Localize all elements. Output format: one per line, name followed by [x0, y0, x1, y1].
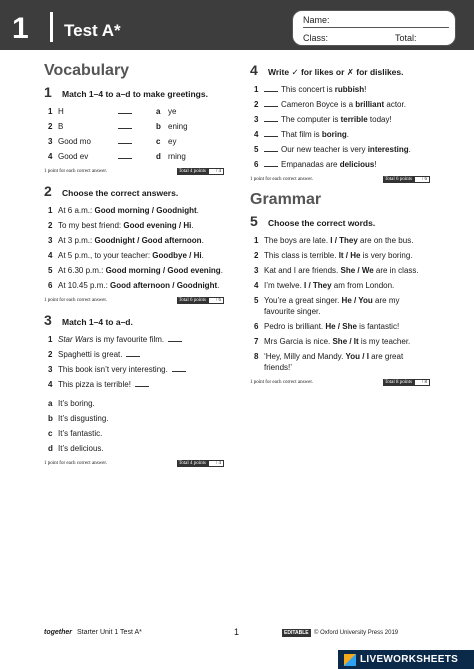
item-number: 4: [48, 251, 53, 260]
word-start: H: [58, 107, 64, 116]
list-item: [250, 235, 430, 246]
list-item: [44, 413, 224, 424]
unit-number: 1: [12, 12, 29, 45]
answer-slot: [118, 121, 156, 132]
item-number: 5: [254, 296, 259, 305]
item-number: 1: [48, 206, 53, 215]
exercise-instruction: Choose the correct words.: [268, 218, 376, 228]
copyright: © Oxford University Press 2019: [314, 629, 399, 636]
name-field[interactable]: Name:: [303, 15, 449, 28]
list-item: [44, 220, 224, 231]
right-column: [250, 62, 430, 394]
item-text: Our new teacher is very interesting.: [264, 144, 430, 155]
item-text: This pizza is terrible!: [58, 379, 224, 390]
answer-blank[interactable]: [118, 106, 132, 114]
exercise-instruction: Match 1–4 to a–d.: [62, 317, 133, 327]
answer-blank[interactable]: [118, 151, 132, 159]
left-column: [44, 62, 224, 475]
choice-words[interactable]: terrible: [340, 115, 368, 124]
item-number: 6: [254, 160, 259, 169]
answer-slot: [118, 136, 156, 147]
option-letter: c: [48, 429, 53, 438]
exercise-2: [44, 183, 224, 304]
option-letter: a: [156, 107, 161, 116]
list-item: [44, 428, 224, 439]
item-number: 4: [48, 380, 53, 389]
item-text: It’s disgusting.: [58, 414, 109, 423]
total-label: Total 6 points: [178, 298, 206, 303]
answer-blank[interactable]: [264, 144, 278, 152]
choice-words[interactable]: She / We: [340, 266, 374, 275]
item-number: 2: [48, 122, 53, 131]
item-number: 3: [48, 365, 53, 374]
item-text: Kat and I are friends. She / We are in class.: [264, 266, 419, 275]
option-letter: b: [48, 414, 53, 423]
item-number: 4: [48, 152, 53, 161]
list-item: [250, 250, 430, 261]
score-row: [250, 379, 430, 386]
list-item: [250, 129, 430, 140]
list-item: [44, 235, 224, 246]
item-text: At 10.45 p.m.: Good afternoon / Goodnight.: [58, 281, 220, 290]
list-item: [44, 379, 224, 390]
choice-words[interactable]: I / They: [330, 236, 358, 245]
answer-blank[interactable]: [118, 121, 132, 129]
list-item: [44, 265, 224, 276]
exercise-instruction: Choose the correct answers.: [62, 188, 179, 198]
film-title: Star Wars: [58, 335, 94, 344]
total-field[interactable]: Total:: [395, 33, 417, 43]
list-item: [250, 336, 430, 347]
word-ending: rning: [168, 152, 186, 161]
score-box[interactable]: / 4: [208, 460, 224, 467]
item-number: 3: [48, 236, 53, 245]
option-letter: d: [156, 152, 161, 161]
item-number: 1: [254, 85, 259, 94]
list-item: [250, 321, 430, 332]
choice-words[interactable]: interesting: [367, 145, 409, 154]
list-item: [250, 159, 430, 170]
word-start: Good mo: [58, 137, 91, 146]
item-text: Empanadas are delicious!: [264, 159, 430, 170]
item-text: At 6 a.m.: Good morning / Goodnight.: [58, 206, 199, 215]
class-field[interactable]: Class:: [303, 33, 329, 43]
item-number: 3: [254, 115, 259, 124]
list-item: [44, 443, 224, 454]
points-note: 1 point for each correct answer.: [250, 177, 314, 182]
answer-slot: [118, 151, 156, 162]
choice-words[interactable]: brilliant: [355, 100, 385, 109]
list-item: [250, 280, 430, 291]
list-item: [44, 205, 224, 216]
item-text: Mrs Garcia is nice. She / It is my teacher.: [264, 337, 411, 346]
item-text: This class is terrible. It / He is very boring.: [264, 251, 413, 260]
item-text: At 6.30 p.m.: Good morning / Good evening.: [58, 266, 223, 275]
option-letter: b: [156, 122, 161, 131]
answer-blank[interactable]: [135, 379, 149, 387]
item-text: The boys are late. I / They are on the bus.: [264, 236, 414, 245]
liveworksheets-text: LIVEWORKSHEETS: [360, 654, 459, 665]
points-note: 1 point for each correct answer.: [44, 461, 108, 466]
option-letter: c: [156, 137, 161, 146]
exercise-number: 3: [44, 312, 52, 328]
total-label: Total 4 points: [178, 169, 206, 174]
list-item: [250, 295, 430, 317]
item-text: It’s fantastic.: [58, 429, 103, 438]
exercise-1: [44, 84, 224, 175]
option-letter: d: [48, 444, 53, 453]
score-box[interactable]: / 6: [414, 176, 430, 183]
answer-blank[interactable]: [264, 84, 278, 92]
item-number: 2: [254, 100, 259, 109]
option-letter: a: [48, 399, 53, 408]
word-start: Good ev: [58, 152, 89, 161]
answer-blank[interactable]: [264, 99, 278, 107]
student-info-box: [292, 10, 456, 46]
item-number: 6: [254, 322, 259, 331]
item-text: To my best friend: Good evening / Hi.: [58, 221, 194, 230]
item-text: It’s delicious.: [58, 444, 104, 453]
item-number: 4: [254, 130, 259, 139]
list-item: [44, 364, 224, 375]
item-number: 5: [254, 145, 259, 154]
choice-words[interactable]: Goodnight / Good afternoon: [94, 236, 202, 245]
word-ending: ye: [168, 107, 177, 116]
item-text: This book isn’t very interesting.: [58, 364, 224, 375]
item-number: 2: [48, 350, 53, 359]
list-item: [250, 265, 430, 276]
list-item: [250, 144, 430, 155]
list-item: [250, 114, 430, 125]
list-item: [44, 398, 224, 409]
choice-words[interactable]: Good morning / Good evening: [105, 266, 221, 275]
list-item: [44, 250, 224, 261]
item-text: Spaghetti is great.: [58, 349, 224, 360]
item-text: Star Wars is my favourite film.: [58, 334, 224, 345]
score-box[interactable]: / 6: [208, 297, 224, 304]
total-label: Total 6 points: [384, 177, 412, 182]
exercise-instruction: Write ✓ for likes or ✗ for dislikes.: [268, 67, 404, 77]
list-item: [44, 334, 224, 345]
exercise-number: 5: [250, 213, 258, 229]
item-number: 2: [48, 221, 53, 230]
choice-words[interactable]: She / It: [332, 337, 359, 346]
item-number: 6: [48, 281, 53, 290]
answer-blank[interactable]: [118, 136, 132, 144]
exercise-5: [250, 213, 430, 386]
item-text: Cameron Boyce is a brilliant actor.: [264, 99, 430, 110]
item-number: 1: [48, 335, 53, 344]
item-number: 2: [254, 251, 259, 260]
match-row: [44, 136, 224, 147]
word-start: B: [58, 122, 64, 131]
item-text: ‘Hey, Milly and Mandy. You / I are great friends!’: [264, 352, 404, 372]
book-title: together: [44, 629, 72, 636]
choice-words[interactable]: He / She: [325, 322, 357, 331]
word-ending: ey: [168, 137, 177, 146]
answer-blank[interactable]: [264, 129, 278, 137]
points-note: 1 point for each correct answer.: [44, 298, 108, 303]
answer-slot: [118, 106, 156, 117]
test-title: Test A*: [64, 21, 121, 40]
exercise-instruction: Match 1–4 to a–d to make greetings.: [62, 89, 208, 99]
item-text: Pedro is brilliant. He / She is fantastic!: [264, 322, 400, 331]
item-text: The computer is terrible today!: [264, 114, 430, 125]
item-text: This concert is rubbish!: [264, 84, 430, 95]
item-number: 7: [254, 337, 259, 346]
vocabulary-title: Vocabulary: [44, 62, 130, 79]
unit-label: Starter Unit 1 Test A*: [77, 629, 142, 636]
total-label: Total 8 points: [384, 380, 412, 385]
match-row: [44, 106, 224, 117]
item-text: That film is boring.: [264, 129, 430, 140]
choice-words[interactable]: You / I: [345, 352, 369, 361]
list-item: [250, 84, 430, 95]
exercise-number: 4: [250, 62, 258, 78]
item-number: 1: [254, 236, 259, 245]
exercise-number: 1: [44, 84, 52, 100]
item-text: At 3 p.m.: Goodnight / Good afternoon.: [58, 236, 204, 245]
item-number: 1: [48, 107, 53, 116]
points-note: 1 point for each correct answer.: [250, 380, 314, 385]
match-row: [44, 121, 224, 132]
exercise-number: 2: [44, 183, 52, 199]
match-row: [44, 151, 224, 162]
answer-blank[interactable]: [172, 364, 186, 372]
answer-blank[interactable]: [264, 159, 278, 167]
editable-badge: EDITABLE: [284, 629, 309, 636]
list-item: [250, 99, 430, 110]
page-footer: [44, 629, 430, 636]
test-header: [0, 0, 474, 50]
list-item: [250, 351, 430, 373]
item-number: 5: [48, 266, 53, 275]
score-box[interactable]: / 4: [208, 168, 224, 175]
exercise-4: [250, 62, 430, 183]
header-separator: [50, 12, 53, 42]
word-ending: ening: [168, 122, 188, 131]
score-box[interactable]: / 8: [414, 379, 430, 386]
grammar-title: Grammar: [250, 191, 322, 208]
choice-words[interactable]: rubbish: [334, 85, 365, 94]
item-number: 4: [254, 281, 259, 290]
choice-words[interactable]: Good evening / Hi: [123, 221, 192, 230]
exercise-3: [44, 312, 224, 467]
choice-words[interactable]: Good afternoon / Goodnight: [110, 281, 218, 290]
item-number: 3: [254, 266, 259, 275]
choice-words[interactable]: It / He: [338, 251, 361, 260]
item-text: I’m twelve. I / They am from London.: [264, 281, 395, 290]
liveworksheets-logo-icon: [344, 654, 356, 666]
list-item: [44, 280, 224, 291]
answer-blank[interactable]: [264, 114, 278, 122]
points-note: 1 point for each correct answer.: [44, 169, 108, 174]
item-text: At 5 p.m., to your teacher: Goodbye / Hi.: [58, 251, 204, 260]
item-number: 8: [254, 352, 259, 361]
choice-words[interactable]: boring: [321, 130, 347, 139]
choice-words[interactable]: He / You: [341, 296, 373, 305]
item-text: It’s boring.: [58, 399, 95, 408]
score-row: [44, 460, 224, 467]
choice-words[interactable]: Good morning / Goodnight: [94, 206, 197, 215]
choice-words[interactable]: I / They: [304, 281, 332, 290]
liveworksheets-banner[interactable]: [338, 650, 474, 669]
score-row: [44, 168, 224, 175]
score-row: [250, 176, 430, 183]
item-text: You’re a great singer. He / You are my favourite singer.: [264, 296, 400, 316]
answer-blank[interactable]: [168, 334, 182, 342]
choice-words[interactable]: delicious: [339, 160, 375, 169]
total-label: Total 4 points: [178, 461, 206, 466]
choice-words[interactable]: Goodbye / Hi: [152, 251, 202, 260]
answer-blank[interactable]: [126, 349, 140, 357]
list-item: [44, 349, 224, 360]
page-number: 1: [234, 627, 240, 637]
item-number: 3: [48, 137, 53, 146]
score-row: [44, 297, 224, 304]
